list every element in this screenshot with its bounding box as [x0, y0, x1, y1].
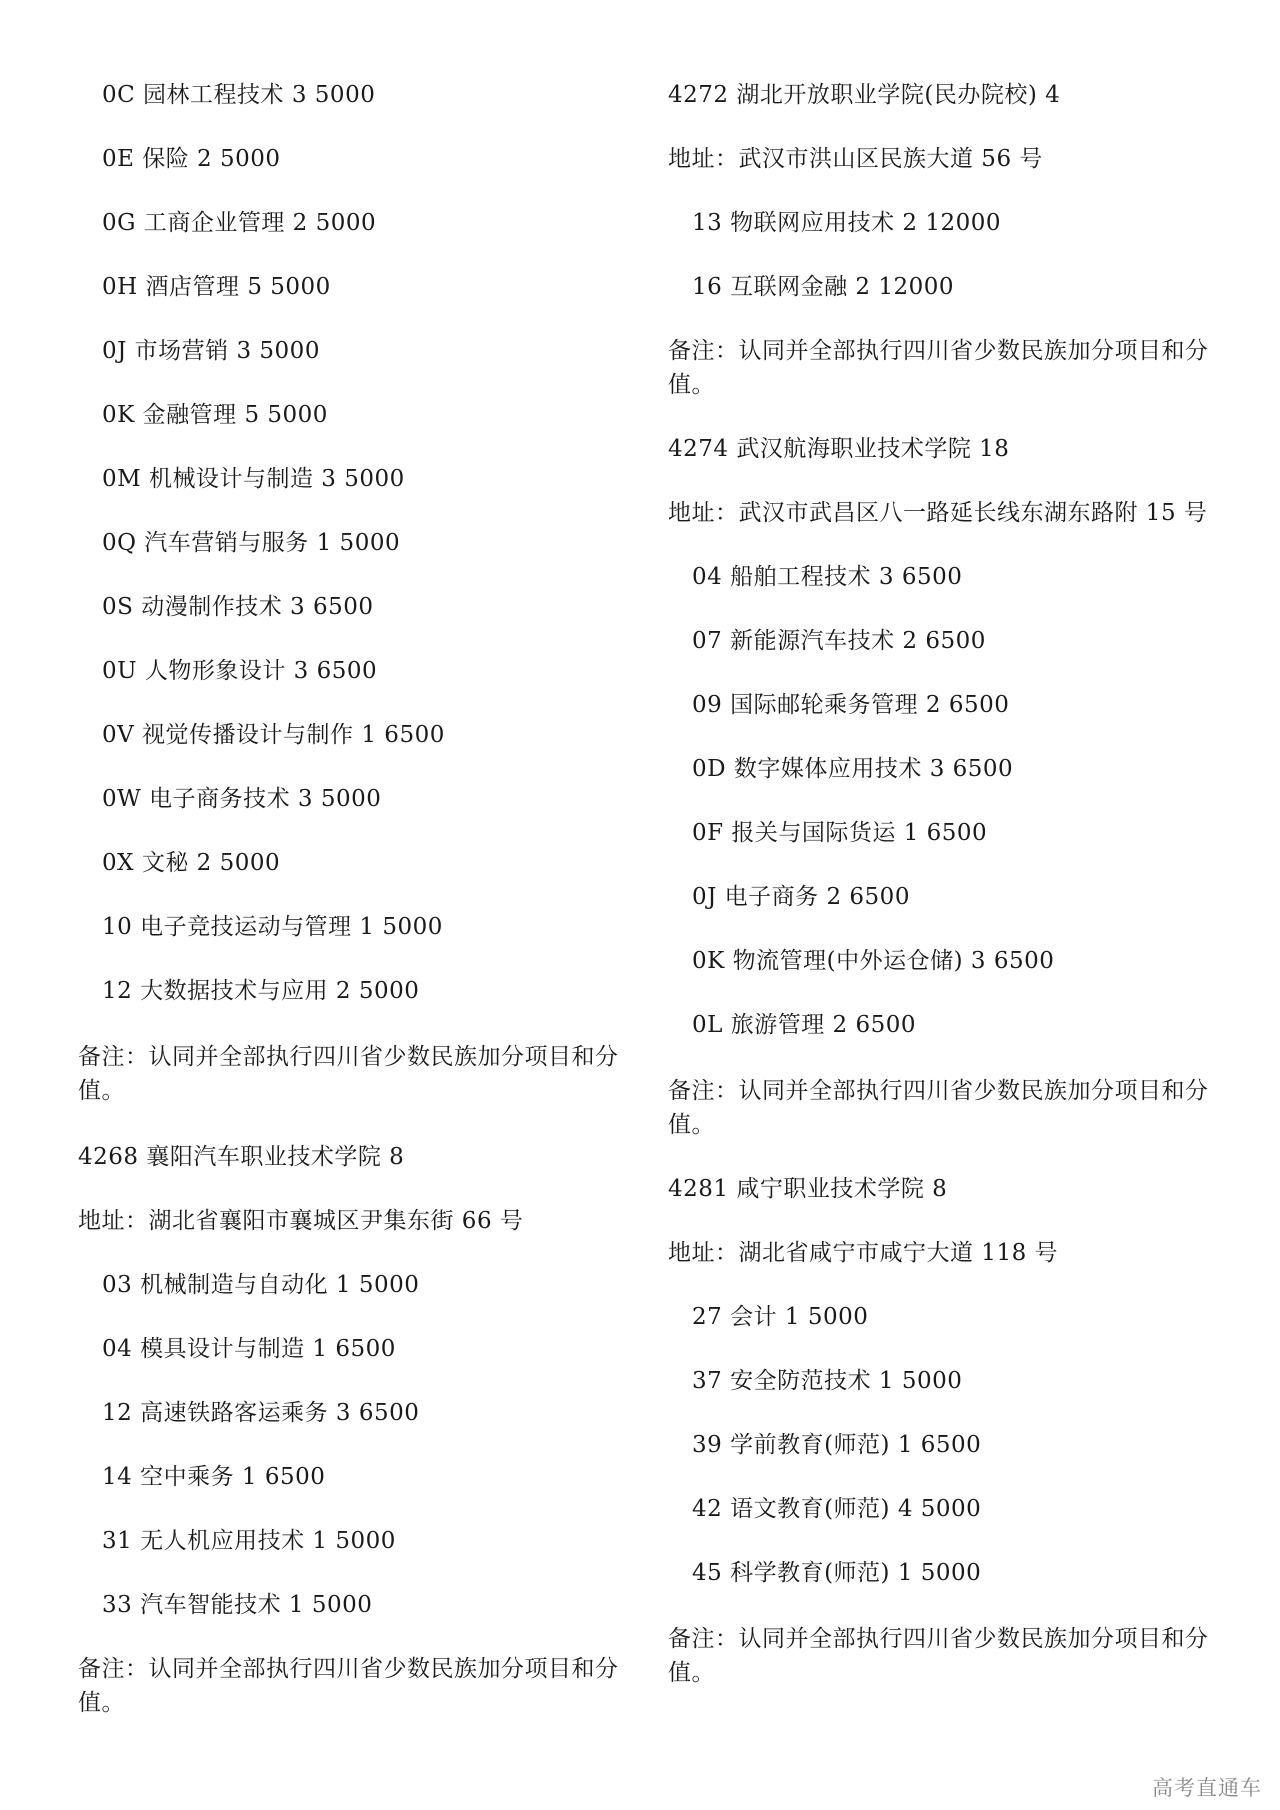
major-entry: 0D 数字媒体应用技术 3 6500 [692, 756, 1014, 782]
major-entry: 0J 市场营销 3 5000 [102, 338, 320, 364]
major-entry: 04 船舶工程技术 3 6500 [692, 564, 963, 590]
major-entry: 0Q 汽车营销与服务 1 5000 [102, 530, 401, 556]
major-entry: 0W 电子商务技术 3 5000 [102, 786, 382, 812]
major-entry: 04 模具设计与制造 1 6500 [102, 1336, 396, 1362]
major-entry: 0C 园林工程技术 3 5000 [102, 82, 376, 108]
major-entry: 0E 保险 2 5000 [102, 146, 281, 172]
remark-note: 备注：认同并全部执行四川省少数民族加分项目和分值。 [668, 338, 1209, 398]
major-entry: 0M 机械设计与制造 3 5000 [102, 466, 405, 492]
remark-note: 备注：认同并全部执行四川省少数民族加分项目和分值。 [78, 1656, 619, 1716]
major-entry: 09 国际邮轮乘务管理 2 6500 [692, 692, 1010, 718]
major-entry: 0S 动漫制作技术 3 6500 [102, 594, 374, 620]
major-entry: 0L 旅游管理 2 6500 [692, 1012, 917, 1038]
school-header: 4274 武汉航海职业技术学院 18 [668, 436, 1010, 462]
major-entry: 0J 电子商务 2 6500 [692, 884, 910, 910]
school-header: 4281 咸宁职业技术学院 8 [668, 1176, 948, 1202]
school-header: 4268 襄阳汽车职业技术学院 8 [78, 1144, 405, 1170]
remark-note: 备注：认同并全部执行四川省少数民族加分项目和分值。 [78, 1044, 619, 1104]
major-entry: 0X 文秘 2 5000 [102, 850, 281, 876]
major-entry: 37 安全防范技术 1 5000 [692, 1368, 963, 1394]
major-entry: 10 电子竞技运动与管理 1 5000 [102, 914, 443, 940]
major-entry: 12 大数据技术与应用 2 5000 [102, 978, 420, 1004]
major-entry: 13 物联网应用技术 2 12000 [692, 210, 1001, 236]
major-entry: 12 高速铁路客运乘务 3 6500 [102, 1400, 420, 1426]
school-address: 地址：湖北省襄阳市襄城区尹集东街 66 号 [78, 1208, 524, 1234]
major-entry: 39 学前教育(师范) 1 6500 [692, 1432, 982, 1458]
school-header: 4272 湖北开放职业学院(民办院校) 4 [668, 82, 1061, 108]
major-entry: 03 机械制造与自动化 1 5000 [102, 1272, 420, 1298]
major-entry: 45 科学教育(师范) 1 5000 [692, 1560, 982, 1586]
major-entry: 0H 酒店管理 5 5000 [102, 274, 331, 300]
major-entry: 0G 工商企业管理 2 5000 [102, 210, 377, 236]
major-entry: 42 语文教育(师范) 4 5000 [692, 1496, 982, 1522]
major-entry: 0F 报关与国际货运 1 6500 [692, 820, 988, 846]
remark-note: 备注：认同并全部执行四川省少数民族加分项目和分值。 [668, 1626, 1209, 1686]
major-entry: 16 互联网金融 2 12000 [692, 274, 954, 300]
remark-note: 备注：认同并全部执行四川省少数民族加分项目和分值。 [668, 1078, 1209, 1138]
major-entry: 07 新能源汽车技术 2 6500 [692, 628, 986, 654]
major-entry: 14 空中乘务 1 6500 [102, 1464, 326, 1490]
major-entry: 0U 人物形象设计 3 6500 [102, 658, 378, 684]
school-address: 地址：武汉市洪山区民族大道 56 号 [668, 146, 1043, 172]
school-address: 地址：武汉市武昌区八一路延长线东湖东路附 15 号 [668, 500, 1208, 526]
major-entry: 0V 视觉传播设计与制作 1 6500 [102, 722, 445, 748]
major-entry: 27 会计 1 5000 [692, 1304, 869, 1330]
major-entry: 31 无人机应用技术 1 5000 [102, 1528, 396, 1554]
major-entry: 33 汽车智能技术 1 5000 [102, 1592, 373, 1618]
major-entry: 0K 金融管理 5 5000 [102, 402, 328, 428]
watermark-text: 高考直通车 [1152, 1776, 1262, 1800]
school-address: 地址：湖北省咸宁市咸宁大道 118 号 [668, 1240, 1059, 1266]
major-entry: 0K 物流管理(中外运仓储) 3 6500 [692, 948, 1055, 974]
